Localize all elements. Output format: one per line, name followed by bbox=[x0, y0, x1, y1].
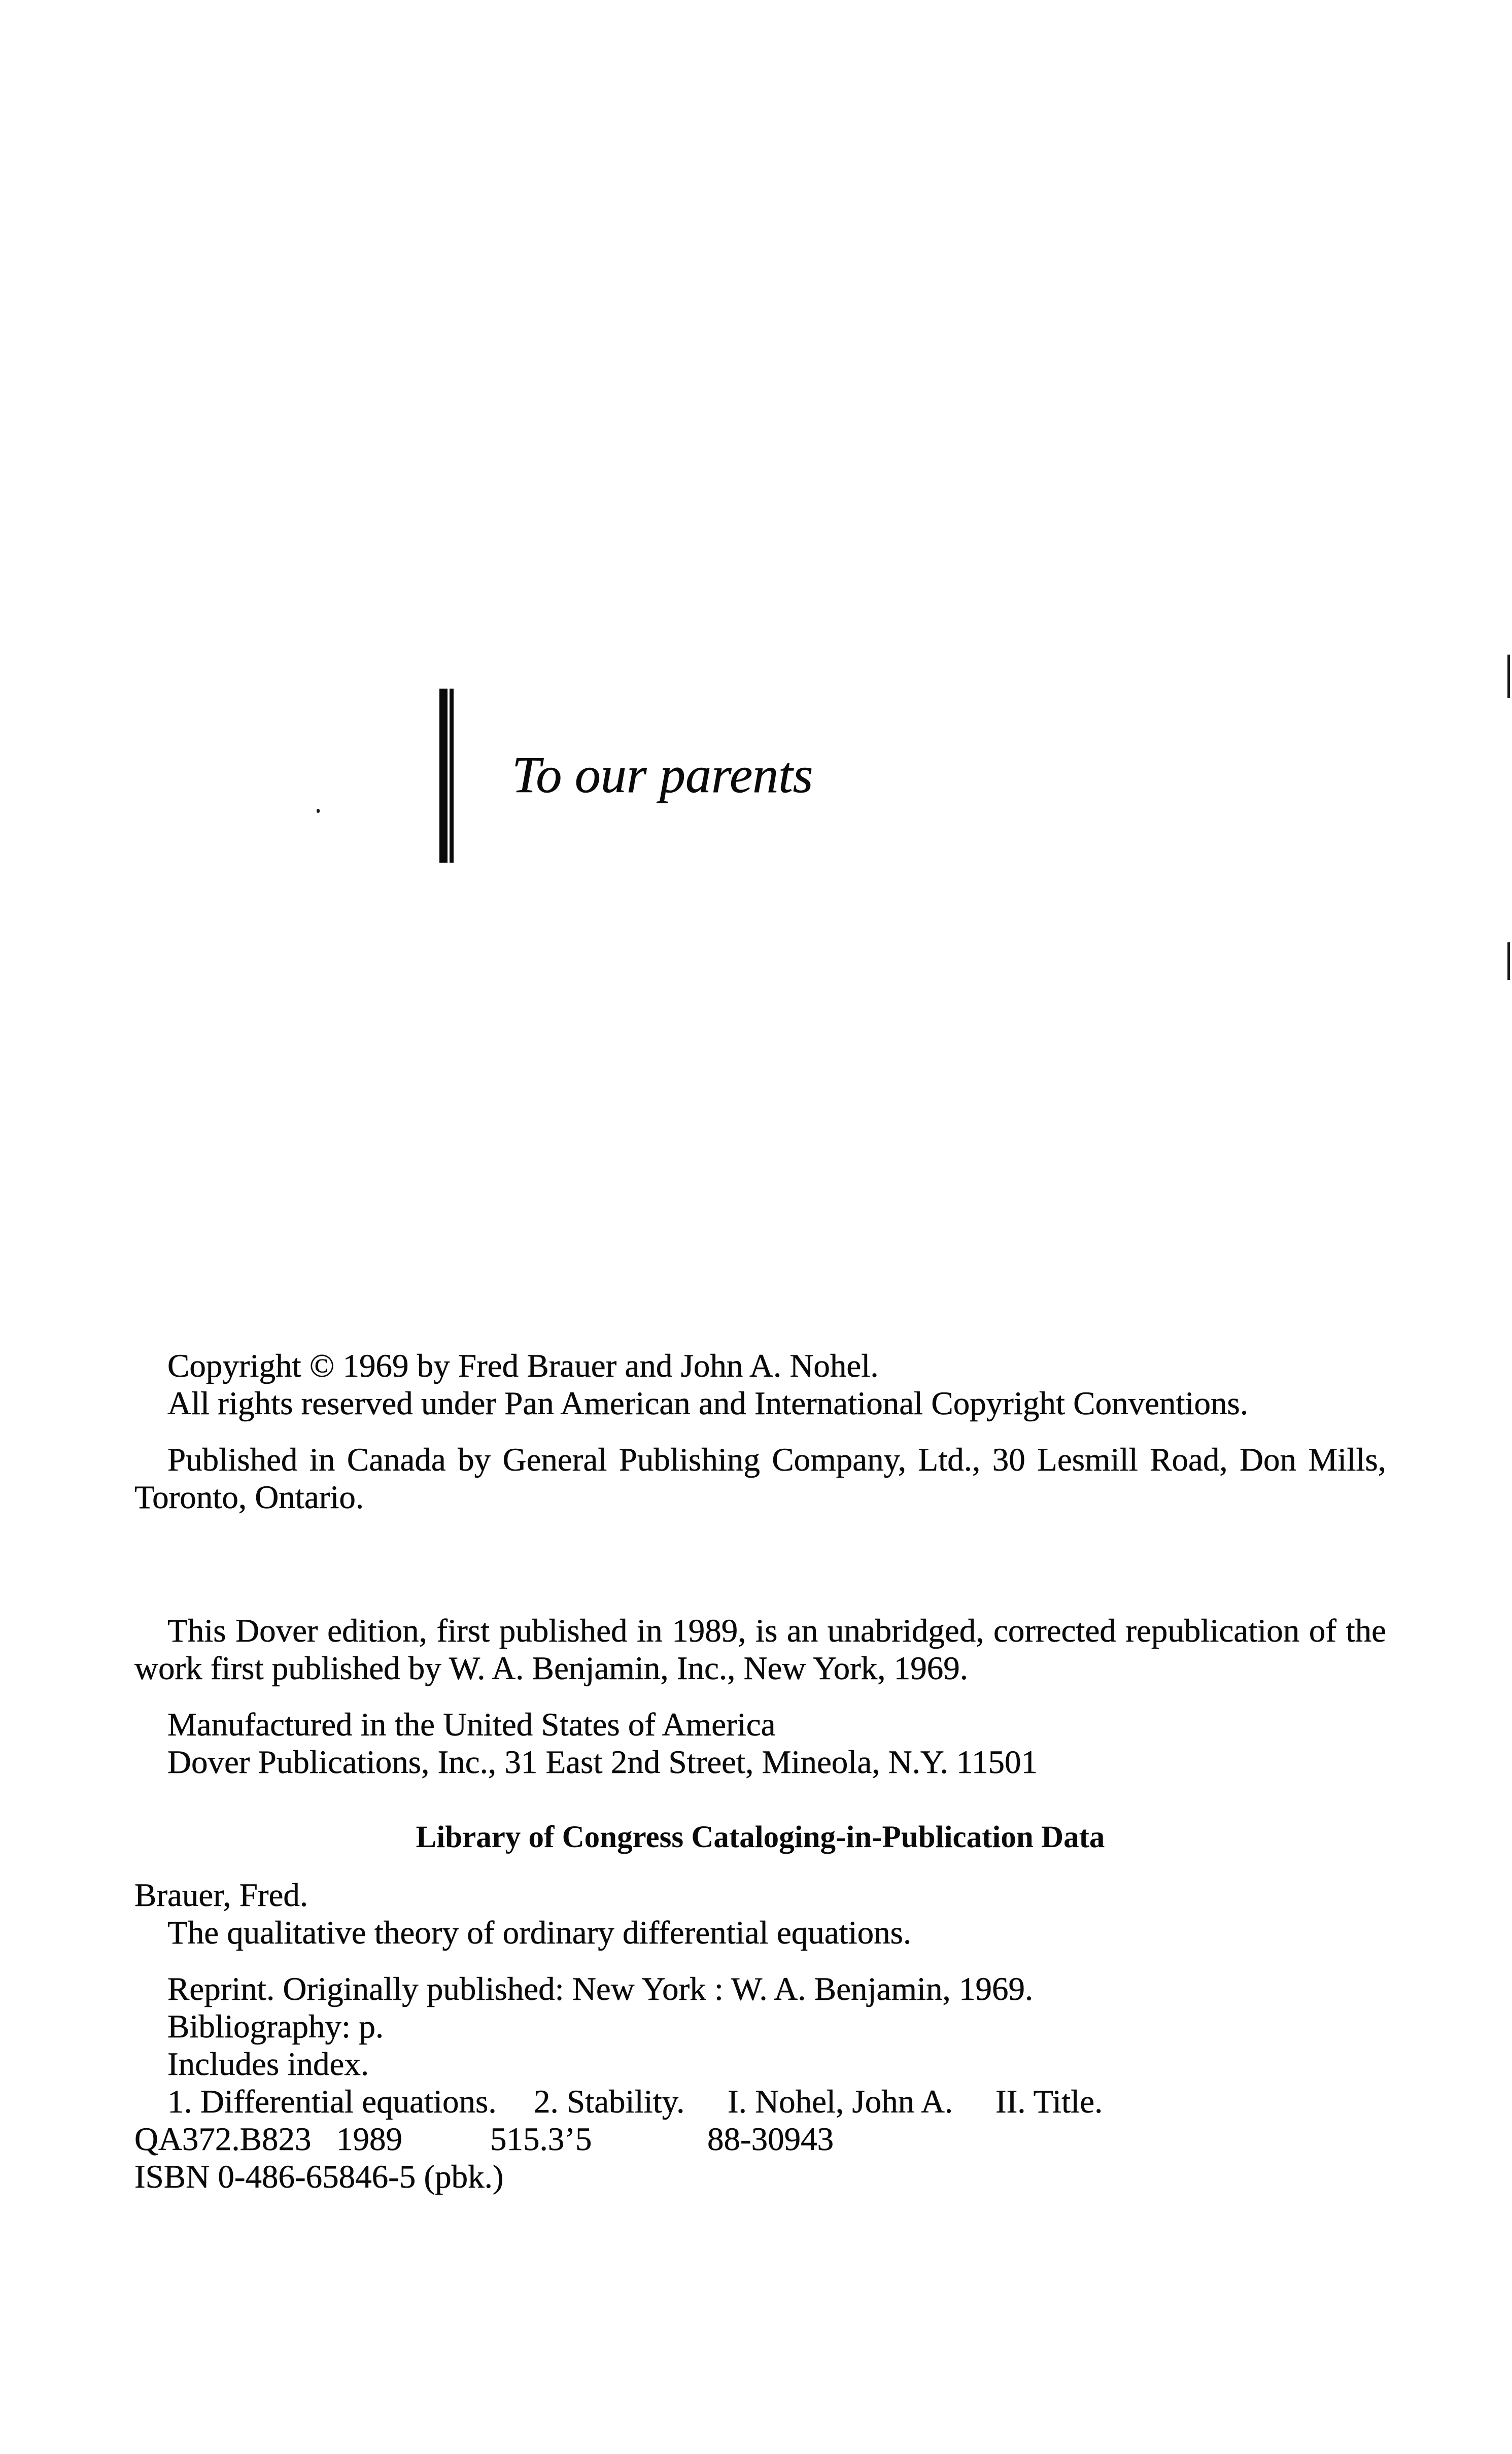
cip-lc-call-number: QA372.B823 bbox=[134, 2121, 312, 2158]
dedication-text: To our parents bbox=[512, 746, 813, 804]
cip-subject: II. Title. bbox=[995, 2084, 1103, 2120]
copyright-line: Copyright © 1969 by Fred Brauer and John A. Nohel. bbox=[167, 1348, 879, 1384]
edition-note-line: This Dover edition, first published in 1989, is an unabridged, corrected republication of the bbox=[167, 1613, 1386, 1649]
cip-subject: 2. Stability. bbox=[534, 2084, 685, 2120]
cip-classification-row bbox=[0, 2121, 1512, 2158]
cip-subject: I. Nohel, John A. bbox=[728, 2084, 953, 2120]
cip-title: The qualitative theory of ordinary differential equations. bbox=[167, 1915, 912, 1951]
canada-publisher-line: Published in Canada by General Publishing Company, Ltd., 30 Lesmill Road, Don Mills, bbox=[167, 1442, 1386, 1478]
cip-heading: Library of Congress Cataloging-in-Publication Data bbox=[416, 1820, 1105, 1854]
cip-subjects-row bbox=[0, 2083, 1512, 2121]
cip-author: Brauer, Fred. bbox=[134, 1877, 308, 1914]
scan-artifact bbox=[317, 809, 320, 813]
cip-isbn: ISBN 0-486-65846-5 (pbk.) bbox=[134, 2159, 504, 2195]
canada-publisher-line-cont: Toronto, Ontario. bbox=[134, 1479, 364, 1516]
cip-lccn: 88-30943 bbox=[707, 2121, 834, 2158]
cip-year: 1989 bbox=[336, 2121, 402, 2158]
cip-subject: 1. Differential equations. bbox=[167, 2084, 497, 2120]
publisher-address-line: Dover Publications, Inc., 31 East 2nd Street, Mineola, N.Y. 11501 bbox=[167, 1744, 1038, 1781]
dedication-rule-thick bbox=[439, 689, 448, 863]
cip-dewey-number: 515.3’5 bbox=[490, 2121, 592, 2158]
edition-note-line-cont: work first published by W. A. Benjamin, Inc., New York, 1969. bbox=[134, 1650, 968, 1687]
dedication-rule-thin bbox=[450, 689, 454, 863]
manufactured-line: Manufactured in the United States of America bbox=[167, 1707, 776, 1743]
cip-note-bibliography: Bibliography: p. bbox=[167, 2008, 384, 2045]
rights-reserved-line: All rights reserved under Pan American and International Copyright Conventions. bbox=[167, 1385, 1249, 1422]
scan-artifact bbox=[1507, 655, 1510, 698]
cip-note-reprint: Reprint. Originally published: New York : W. A. Benjamin, 1969. bbox=[167, 1971, 1034, 2007]
scan-artifact bbox=[1507, 942, 1510, 980]
cip-note-index: Includes index. bbox=[167, 2046, 369, 2083]
